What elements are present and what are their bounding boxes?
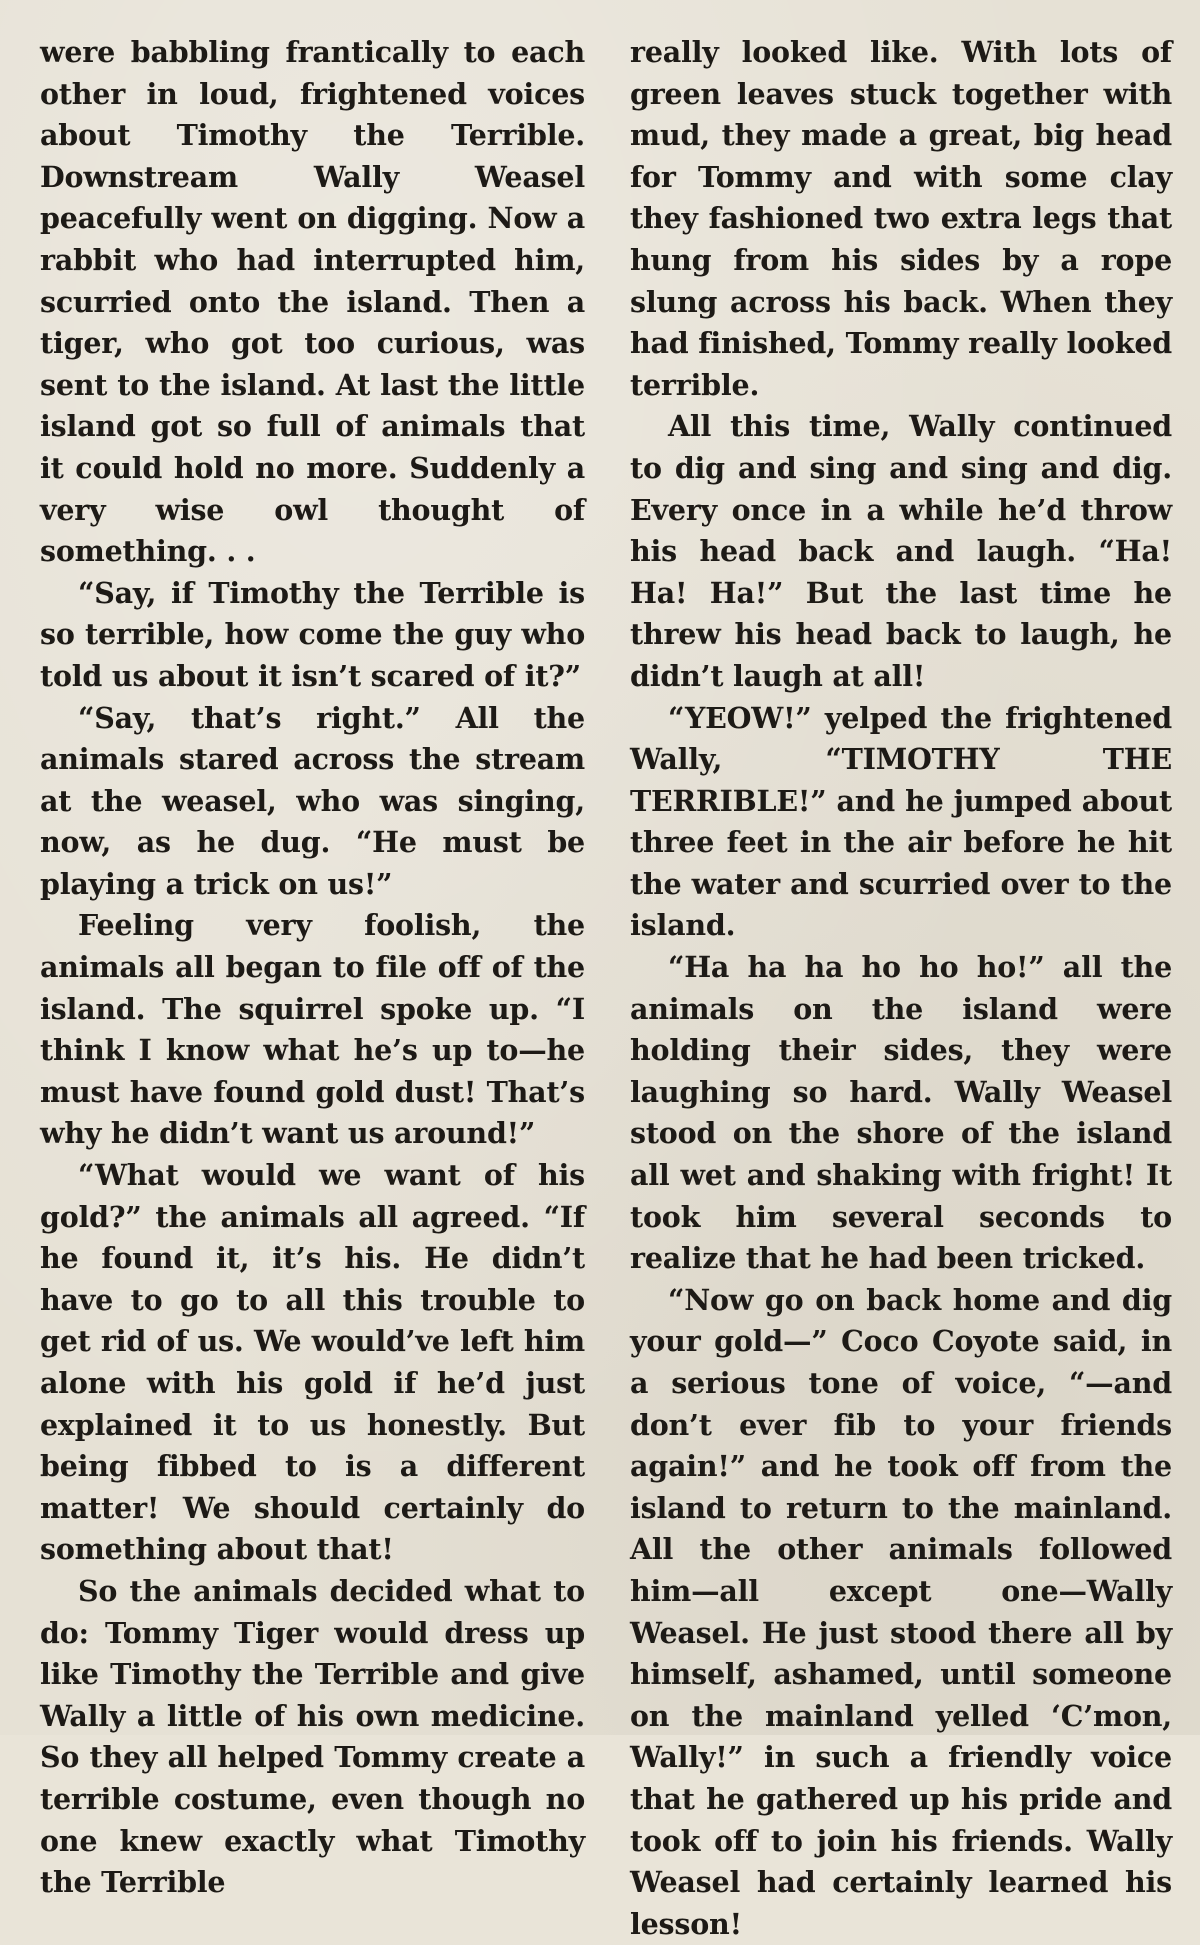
story-paragraph: “Say, if Timothy the Terrible is so terrible, how come the guy who told us about it isn’t scared of it?” (40, 575, 585, 693)
story-paragraph: All this time, Wally continued to dig and sing and sing and dig. Every once in a while he’d throw his head back and laugh. “Ha! Ha! Ha!” But the last time he threw his head back to laugh, he didn’t laugh at all! (630, 409, 1172, 693)
story-paragraph: “Ha ha ha ho ho ho!” all the animals on the island were holding their sides, they were laughing so hard. Wally Weasel stood on the shore of the island all wet and shaking with fright! It took him several seconds to realize that he had been tricked. (630, 950, 1172, 1276)
right-text-column (630, 32, 1172, 1945)
left-text-column (40, 32, 585, 1904)
story-paragraph: “Now go on back home and dig your gold—” Coco Coyote said, in a serious tone of voice, “—and don’t ever fib to your friends again!” and he took off from the island to return to the mainland. All the other animals followed him—all except one—Wally Weasel. He just stood there all by himself, ashamed, until someone on the mainland yelled ‘C’mon, Wally!” in such a friendly voice that he gathered up his pride and took off to join his friends. Wally Weasel had certainly learned his lesson! (630, 1282, 1172, 1941)
story-paragraph: So the animals decided what to do: Tommy Tiger would dress up like Timothy the Terrible and give Wally a little of his own medicine. So they all helped Tommy create a terrible costume, even though no one knew exactly what Timothy the Terrible (40, 1573, 585, 1900)
story-paragraph: “YEOW!” yelped the frightened Wally, “TIMOTHY THE TERRIBLE!” and he jumped about three feet in the air before he hit the water and scurried over to the island. (630, 700, 1172, 943)
story-paragraph: “Say, that’s right.” All the animals stared across the stream at the weasel, who was singing, now, as he dug. “He must be playing a trick on us!” (40, 700, 585, 901)
story-paragraph: “What would we want of his gold?” the animals all agreed. “If he found it, it’s his. He didn’t have to go to all this trouble to get rid of us. We would’ve left him alone with his gold if he’d just explained it to us honestly. But being fibbed to is a different matter! We should certainly do something about that! (40, 1158, 585, 1567)
story-paragraph: were babbling frantically to each other in loud, frightened voices about Timothy the Terrible. Downstream Wally Weasel peacefully went on digging. Now a rabbit who had interrupted him, scurried onto the island. Then a tiger, who got too curious, was sent to the island. At last the little island got so full of animals that it could hold no more. Suddenly a very wise owl thought of something. . . (40, 35, 585, 569)
story-paragraph: Feeling very foolish, the animals all began to file off of the island. The squirrel spoke up. “I think I know what he’s up to—he must have found gold dust! That’s why he didn’t want us around!” (40, 908, 585, 1151)
story-paragraph: really looked like. With lots of green leaves stuck together with mud, they made a great, big head for Tommy and with some clay they fashioned two extra legs that hung from his sides by a rope slung across his back. When they had finished, Tommy really looked terrible. (630, 35, 1172, 402)
